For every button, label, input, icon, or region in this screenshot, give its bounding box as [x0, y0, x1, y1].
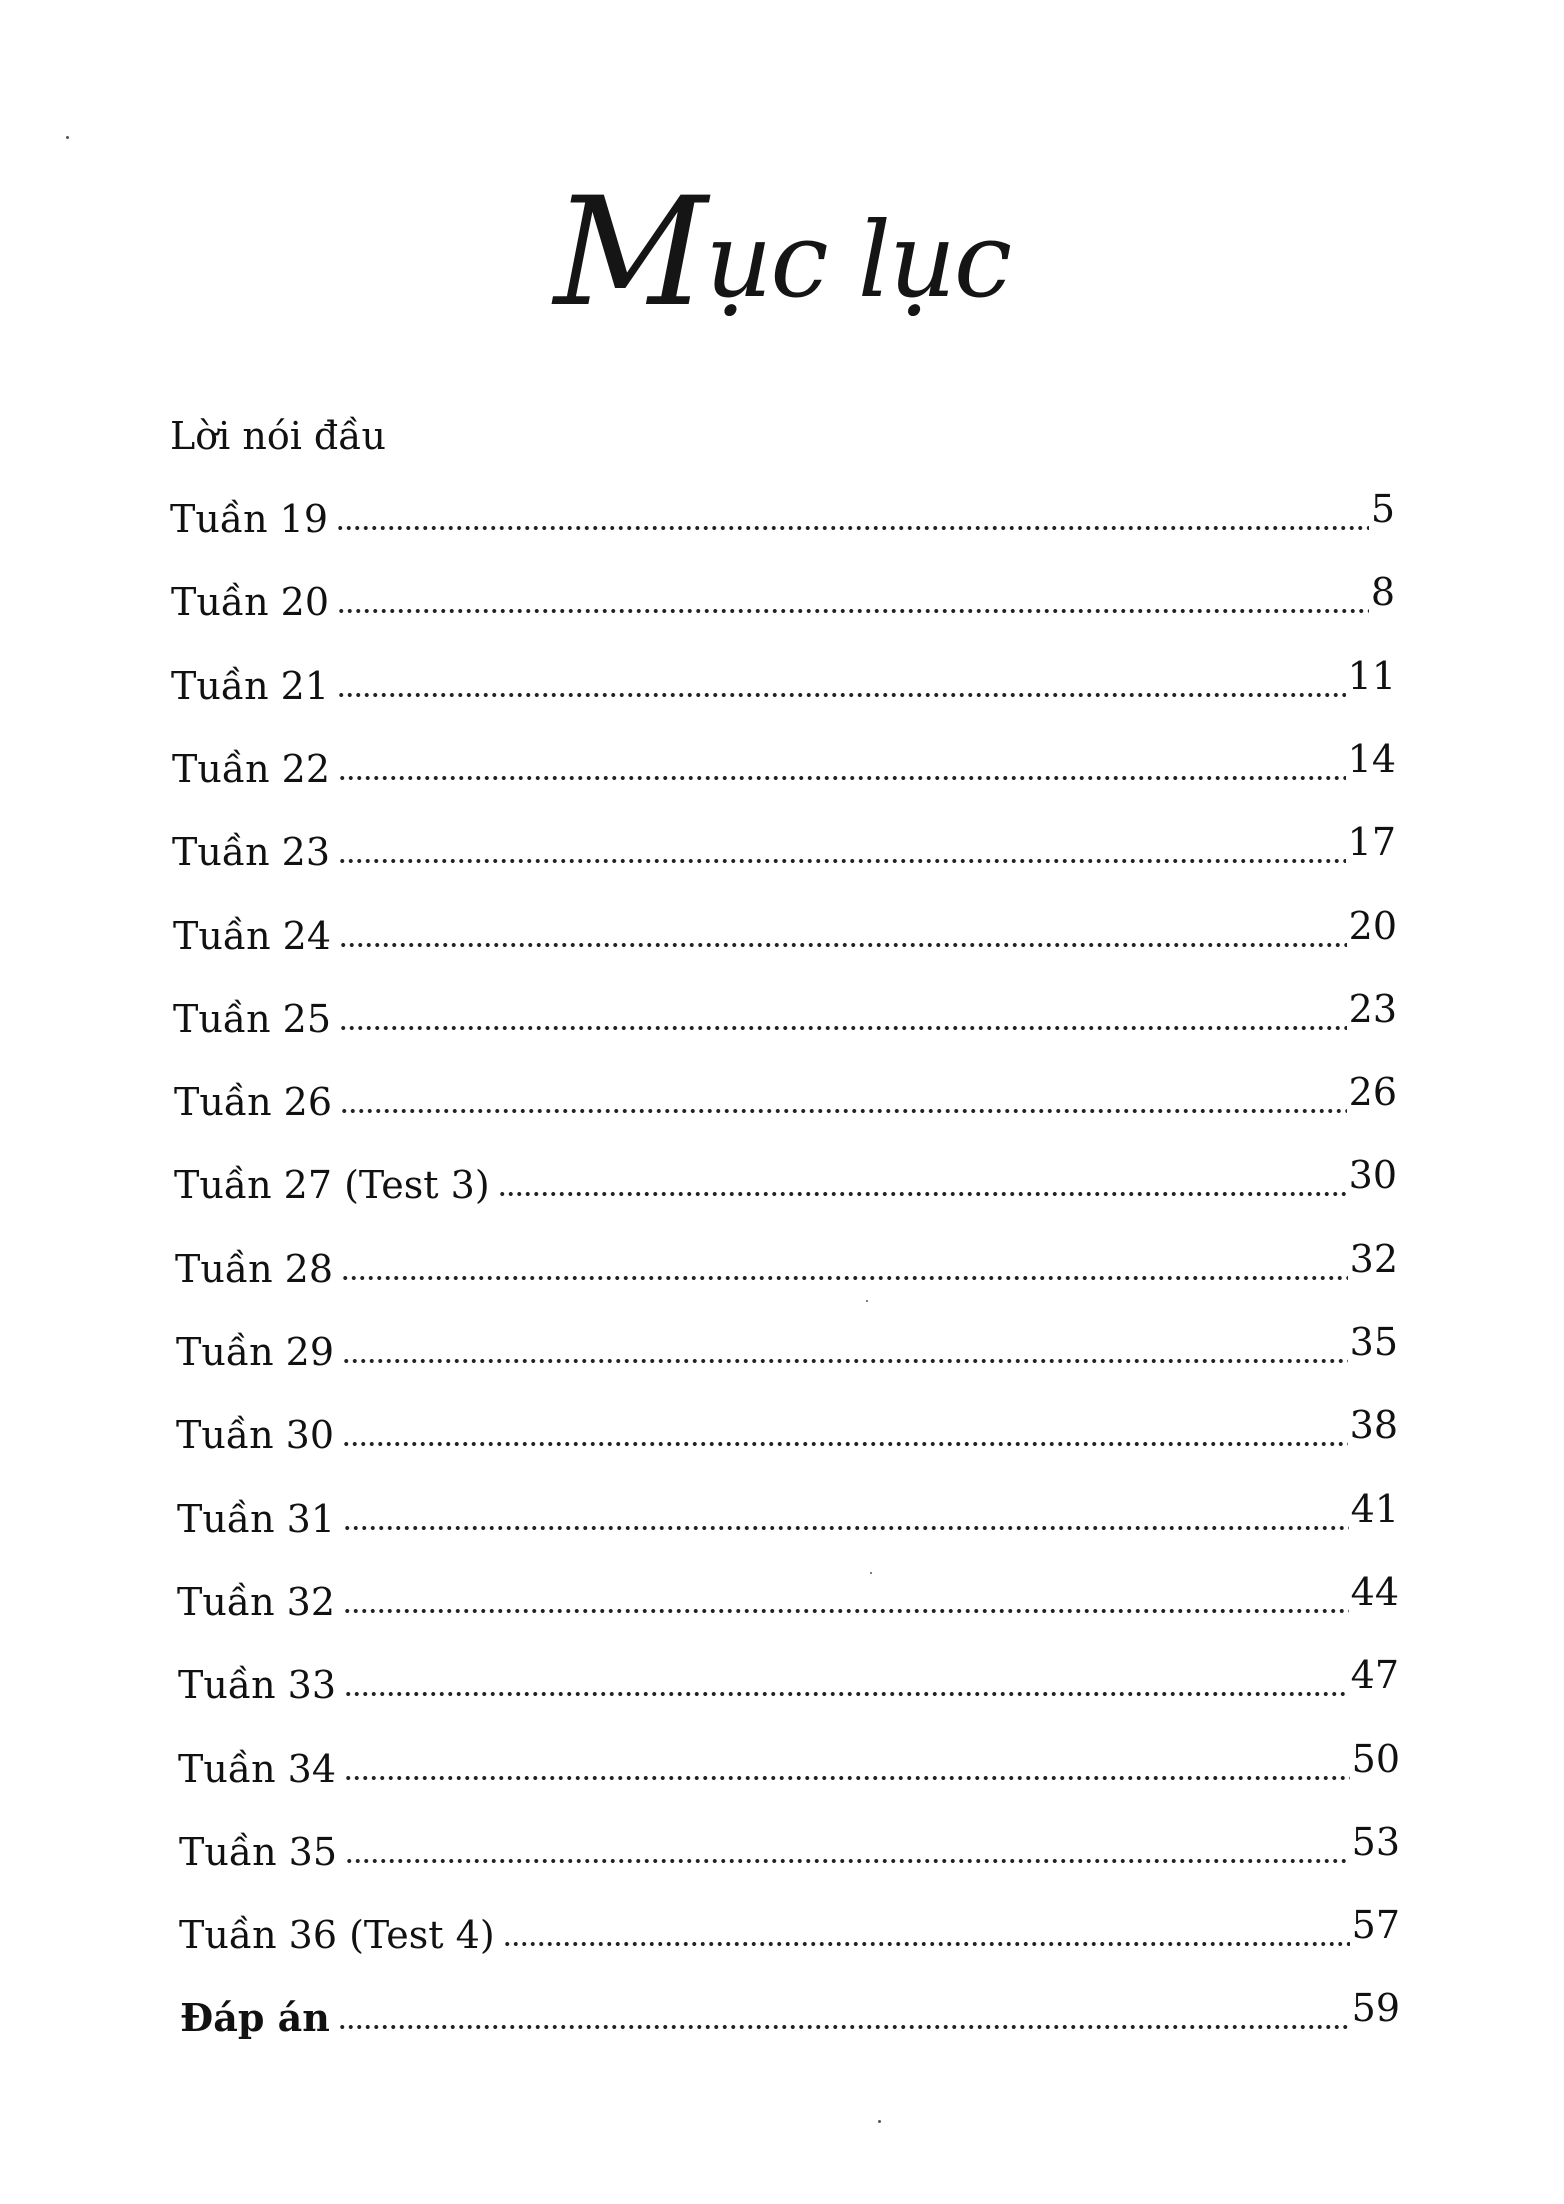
- toc-entry[interactable]: [175, 1237, 1398, 1291]
- toc-dot-leader: [340, 1106, 1347, 1116]
- toc-dot-leader: [503, 1939, 1350, 1949]
- toc-dot-leader: [342, 1439, 1348, 1449]
- toc-entry-page-number: 30: [1348, 1153, 1397, 1197]
- toc-entry-label: Tuần 21: [171, 664, 330, 708]
- toc-entry-page-number: 50: [1351, 1737, 1400, 1781]
- toc-entry[interactable]: [176, 1403, 1398, 1457]
- page-title-initial: M: [553, 166, 706, 340]
- toc-entry-page-number: 44: [1350, 1570, 1399, 1614]
- toc-entry-label: Tuần 28: [175, 1247, 334, 1291]
- toc-entry-label: Tuần 23: [172, 830, 331, 874]
- toc-entry[interactable]: [171, 654, 1396, 708]
- page-title-rest: ục lục: [705, 199, 1011, 321]
- toc-entry-page-number: 47: [1350, 1653, 1399, 1697]
- toc-entry-page-number: 8: [1370, 570, 1395, 614]
- toc-dot-leader: [337, 690, 1346, 700]
- toc-entry[interactable]: [176, 1320, 1398, 1374]
- toc-entry[interactable]: [179, 1820, 1400, 1874]
- toc-entry-label: Tuần 26: [174, 1080, 333, 1124]
- toc-preface-label: Lời nói đầu: [170, 414, 387, 458]
- scan-speck: [866, 1300, 868, 1302]
- toc-entry[interactable]: [180, 1986, 1400, 2040]
- toc-entry-label: Tuần 29: [176, 1330, 335, 1374]
- toc-entry-label: Tuần 27 (Test 3): [174, 1163, 490, 1207]
- toc-entry-page-number: 32: [1349, 1237, 1398, 1281]
- toc-entry-label: Tuần 25: [173, 997, 332, 1041]
- toc-dot-leader: [336, 523, 1369, 533]
- page-title: [0, 166, 1564, 340]
- toc-dot-leader: [345, 1856, 1350, 1866]
- toc-dot-leader: [344, 1773, 1350, 1783]
- toc-dot-leader: [339, 1023, 1347, 1033]
- toc-entry[interactable]: [177, 1487, 1399, 1541]
- toc-entry[interactable]: [179, 1903, 1400, 1957]
- toc-dot-leader: [498, 1189, 1347, 1199]
- toc-dot-leader: [338, 2022, 1350, 2032]
- scan-speck: [878, 2120, 881, 2123]
- toc-entry-label: Tuần 32: [177, 1580, 336, 1624]
- toc-entry[interactable]: [172, 820, 1396, 874]
- toc-preface[interactable]: [170, 405, 770, 458]
- toc-entry[interactable]: [174, 1070, 1397, 1124]
- toc-entry-page-number: 53: [1351, 1820, 1400, 1864]
- toc-entry[interactable]: [178, 1737, 1400, 1791]
- toc-entry[interactable]: [173, 987, 1397, 1041]
- toc-entry-label: Tuần 34: [178, 1747, 337, 1791]
- toc-entry[interactable]: [170, 487, 1395, 541]
- toc-entry-label: Tuần 19: [170, 497, 329, 541]
- toc-entry[interactable]: [172, 737, 1396, 791]
- toc-entry-label: Tuần 24: [173, 914, 332, 958]
- toc-entry-label: Tuần 20: [171, 580, 330, 624]
- toc-entry-page-number: 26: [1348, 1070, 1397, 1114]
- toc-entry-page-number: 38: [1349, 1403, 1398, 1447]
- toc-dot-leader: [344, 1689, 1349, 1699]
- toc-dot-leader: [339, 940, 1347, 950]
- toc-dot-leader: [343, 1523, 1349, 1533]
- toc-entry-page-number: 57: [1351, 1903, 1400, 1947]
- toc-entry[interactable]: [177, 1570, 1399, 1624]
- toc-dot-leader: [341, 1273, 1348, 1283]
- toc-entry-page-number: 14: [1347, 737, 1396, 781]
- toc-entry-label: Tuần 22: [172, 747, 331, 791]
- scan-speck: [66, 136, 69, 139]
- toc-entry-label: Đáp án: [180, 1995, 330, 2040]
- toc-entry-label: Tuần 31: [177, 1497, 336, 1541]
- toc-entry[interactable]: [173, 904, 1397, 958]
- toc-dot-leader: [338, 773, 1346, 783]
- toc-dot-leader: [337, 606, 1369, 616]
- toc-entry[interactable]: [171, 570, 1395, 624]
- toc-entry-page-number: 23: [1348, 987, 1397, 1031]
- toc-entry-page-number: 20: [1348, 904, 1397, 948]
- toc-entry[interactable]: [178, 1653, 1399, 1707]
- toc-entry-page-number: 17: [1347, 820, 1396, 864]
- toc-dot-leader: [343, 1606, 1349, 1616]
- toc-entry-page-number: 11: [1347, 654, 1396, 698]
- toc-entry-label: Tuần 35: [179, 1830, 338, 1874]
- toc-dot-leader: [342, 1356, 1348, 1366]
- toc-entry-label: Tuần 33: [178, 1663, 337, 1707]
- toc-entry-page-number: 5: [1370, 487, 1395, 531]
- toc-entry-label: Tuần 30: [176, 1413, 335, 1457]
- toc-entry-page-number: 41: [1350, 1487, 1399, 1531]
- toc-entry-page-number: 59: [1351, 1986, 1400, 2030]
- toc-entry[interactable]: [174, 1153, 1397, 1207]
- toc-entry-page-number: 35: [1349, 1320, 1398, 1364]
- toc-dot-leader: [338, 856, 1346, 866]
- toc-entry-label: Tuần 36 (Test 4): [179, 1913, 495, 1957]
